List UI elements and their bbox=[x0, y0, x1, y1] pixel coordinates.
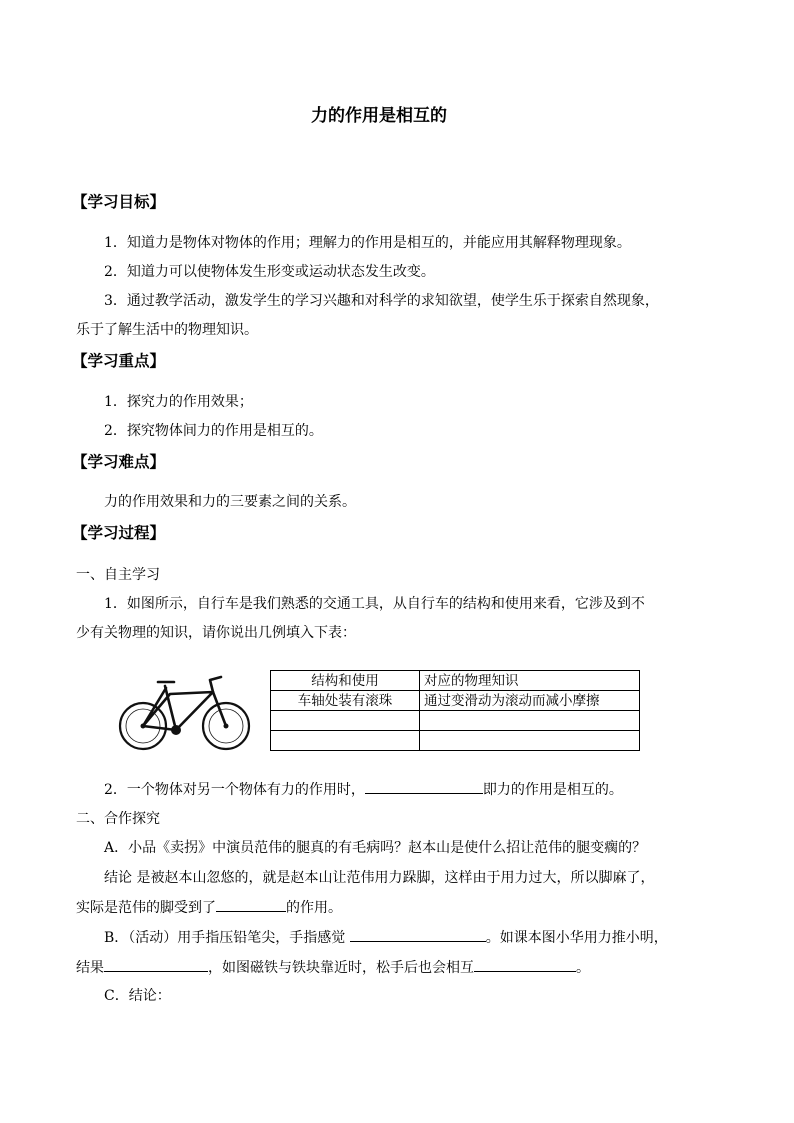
inquiry-b-line-2 bbox=[76, 957, 590, 978]
goal-item-3: 3．通过教学活动，激发学生的学习兴趣和对科学的求知欲望，使学生乐于探索自然现象， bbox=[104, 293, 659, 309]
question-2-text-after: 即力的作用是相互的。 bbox=[482, 782, 623, 798]
conclusion-answer-blank[interactable] bbox=[216, 897, 286, 912]
inquiry-a-text: A．小品《卖拐》中演员范伟的腿真的有毛病吗？赵本山是使什么招让范伟的腿变瘸的？ bbox=[104, 840, 647, 856]
goal-item-1: 1．知道力是物体对物体的作用；理解力的作用是相互的，并能应用其解释物理现象。 bbox=[104, 235, 631, 251]
inquiry-c-conclusion: C．结论： bbox=[104, 988, 171, 1004]
process-heading: 【学习过程】 bbox=[72, 523, 166, 542]
table-header-row bbox=[271, 671, 640, 691]
inquiry-b-magnet-text: ，如图磁铁与铁块靠近时，松手后也会相互 bbox=[208, 960, 474, 976]
finger-feeling-blank[interactable] bbox=[350, 927, 486, 942]
question-1-line-1: 1．如图所示，自行车是我们熟悉的交通工具，从自行车的结构和使用来看，它涉及到不 bbox=[104, 596, 645, 612]
question-2-text-before: 2．一个物体对另一个物体有力的作用时， bbox=[104, 782, 365, 798]
table-header-cell: 对应的物理知识 bbox=[420, 671, 640, 691]
difficulty-heading: 【学习难点】 bbox=[72, 452, 166, 471]
magnet-result-blank[interactable] bbox=[474, 957, 576, 972]
goals-heading: 【学习目标】 bbox=[72, 192, 166, 211]
goal-item-3-continued: 乐于了解生活中的物理知识。 bbox=[76, 322, 258, 338]
question-2 bbox=[104, 779, 623, 800]
focus-item-1: 1．探究力的作用效果； bbox=[104, 394, 253, 410]
push-result-blank[interactable] bbox=[104, 957, 208, 972]
conclusion-line-1: 结论 是被赵本山忽悠的，就是赵本山让范伟用力跺脚，这样由于用力过大，所以脚麻了， bbox=[104, 870, 655, 886]
conclusion-text-after: 的作用。 bbox=[286, 900, 342, 916]
table-header-cell: 结构和使用 bbox=[271, 671, 420, 691]
question-2-answer-blank[interactable] bbox=[365, 779, 483, 794]
focus-heading: 【学习重点】 bbox=[72, 351, 166, 370]
table-cell: 通过变滑动为滚动而减小摩擦 bbox=[420, 691, 640, 711]
inquiry-b-line-1 bbox=[104, 927, 668, 948]
inquiry-b-text-after: 。如课本图小华用力推小明， bbox=[485, 930, 668, 946]
table-cell: 车轴处装有滚珠 bbox=[271, 691, 420, 711]
inquiry-b-end: 。 bbox=[576, 960, 590, 976]
bicycle-image bbox=[118, 668, 253, 753]
part1-title: 一、自主学习 bbox=[76, 567, 160, 583]
table-cell[interactable] bbox=[420, 731, 640, 751]
table-row bbox=[271, 711, 640, 731]
inquiry-b-result-label: 结果 bbox=[76, 960, 104, 976]
focus-item-2: 2．探究物体间力的作用是相互的。 bbox=[104, 423, 323, 439]
part2-title: 二、合作探究 bbox=[76, 811, 160, 827]
conclusion-line-2 bbox=[76, 897, 342, 918]
goal-item-2: 2．知道力可以使物体发生形变或运动状态发生改变。 bbox=[104, 264, 435, 280]
conclusion-text-before: 实际是范伟的脚受到了 bbox=[76, 900, 216, 916]
table-cell[interactable] bbox=[271, 711, 420, 731]
page-title: 力的作用是相互的 bbox=[311, 106, 447, 126]
table-cell[interactable] bbox=[271, 731, 420, 751]
table-row bbox=[271, 731, 640, 751]
difficulty-item: 力的作用效果和力的三要素之间的关系。 bbox=[104, 494, 356, 510]
bicycle-knowledge-table bbox=[270, 670, 640, 751]
inquiry-b-text-before: B．（活动）用手指压铅笔尖，手指感觉 bbox=[104, 930, 350, 946]
table-row bbox=[271, 691, 640, 711]
table-cell[interactable] bbox=[420, 711, 640, 731]
question-1-line-2: 少有关物理的知识，请你说出几例填入下表： bbox=[76, 625, 356, 641]
